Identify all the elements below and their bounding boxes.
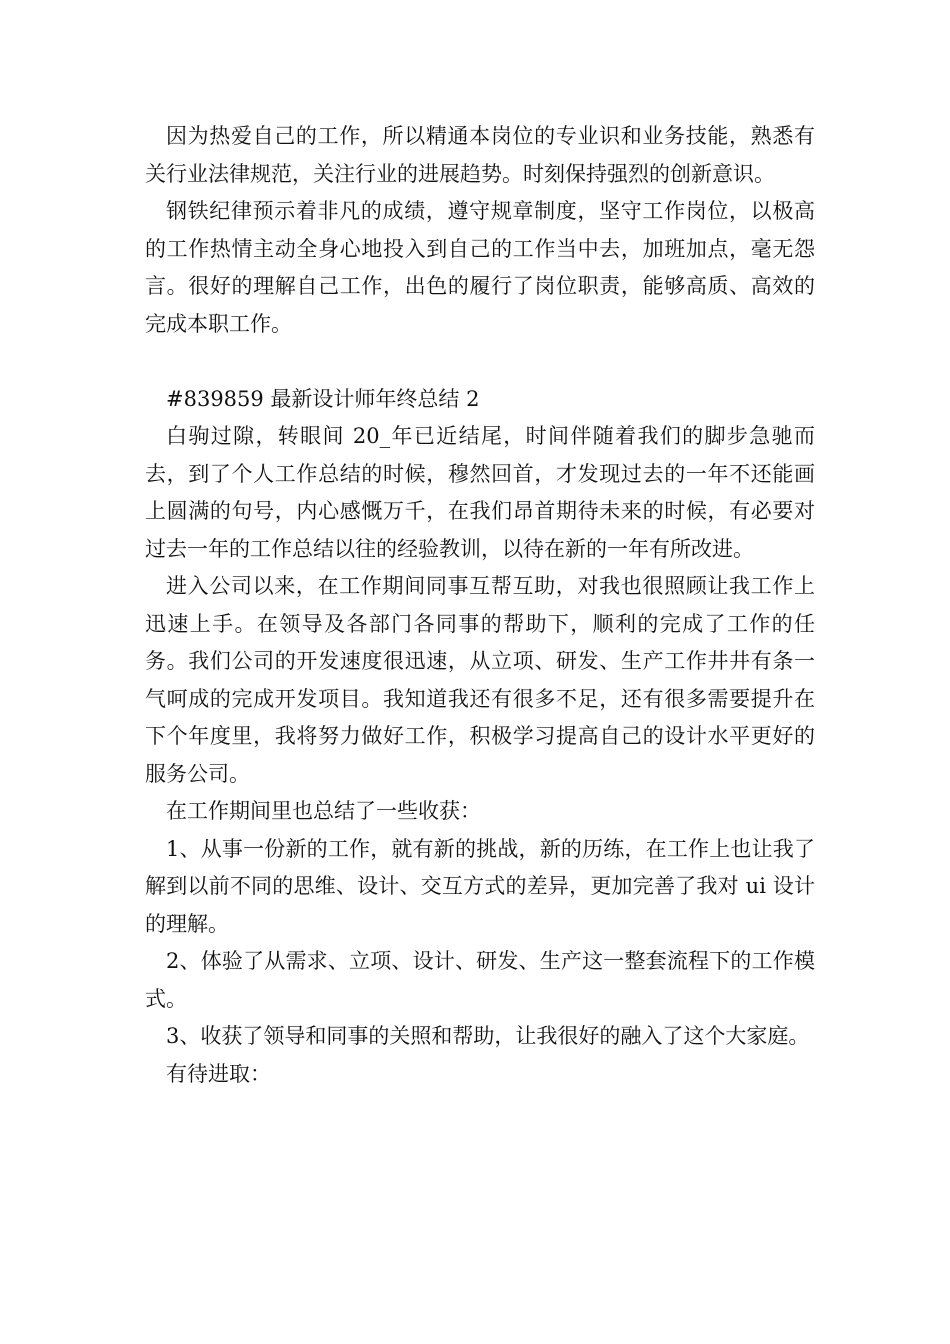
list-item-gain-2: 2、体验了从需求、立项、设计、研发、生产这一整套流程下的工作模式。 [145, 949, 815, 1011]
blank-line [145, 343, 815, 381]
paragraph-passion: 因为热爱自己的工作，所以精通本岗位的专业识和业务技能，熟悉有关行业法律规范，关注行业的进展趋势。时刻保持强烈的创新意识。 [145, 124, 815, 186]
paragraph-joining-company: 进入公司以来，在工作期间同事互帮互助，对我也很照顾让我工作上迅速上手。在领导及各部门各同事的帮助下，顺利的完成了工作的任务。我们公司的开发速度很迅速，从立项、研发、生产工作井井有条一气呵成的完成开发项目。我知道我还有很多不足，还有很多需要提升在下个年度里，我将努力做好工作，积极学习提高自己的设计水平更好的服务公司。 [145, 574, 815, 786]
paragraph-to-improve: 有待进取： [166, 1061, 271, 1086]
paragraph-year-end: 白驹过隙，转眼间 20_年已近结尾，时间伴随着我们的脚步急驰而去，到了个人工作总结的时候，穆然回首，才发现过去的一年不还能画上圆满的句号，内心感慨万千，在我们昂首期待未来的时候，有必要对过去一年的工作总结以往的经验教训，以待在新的一年有所改进。 [145, 424, 815, 561]
paragraph-discipline: 钢铁纪律预示着非凡的成绩，遵守规章制度，坚守工作岗位，以极高的工作热情主动全身心地投入到自己的工作当中去，加班加点，毫无怨言。很好的理解自己工作，出色的履行了岗位职责，能够高质、高效的完成本职工作。 [145, 199, 815, 336]
paragraph-gains-intro: 在工作期间里也总结了一些收获： [166, 799, 481, 823]
document-body [145, 118, 815, 1093]
list-item-gain-3: 3、收获了领导和同事的关照和帮助，让我很好的融入了这个大家庭。 [166, 1024, 810, 1048]
section-heading: #839859 最新设计师年终总结 2 [166, 386, 480, 411]
list-item-gain-1: 1、从事一份新的工作，就有新的挑战，新的历练，在工作上也让我了解到以前不同的思维、设计、交互方式的差异，更加完善了我对 ui 设计的理解。 [145, 836, 815, 936]
